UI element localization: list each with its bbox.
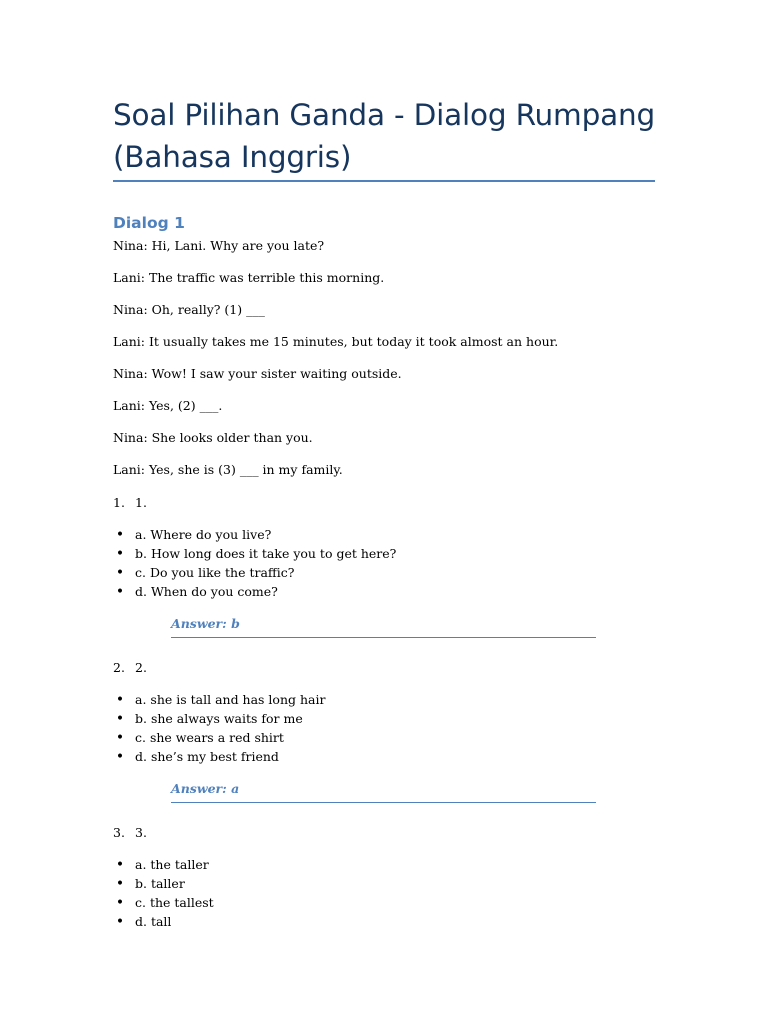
bullet-icon: •: [115, 527, 125, 543]
question-1-number: [113, 494, 147, 512]
bullet-icon: •: [115, 730, 125, 746]
option-text: d. she’s my best friend: [135, 749, 279, 764]
option-text: c. Do you like the traffic?: [135, 565, 295, 580]
bullet-icon: •: [115, 895, 125, 911]
question-3-number: [113, 824, 147, 842]
bullet-icon: •: [115, 692, 125, 708]
dialog-line-8: Lani: Yes, she is (3) ___ in my family.: [113, 462, 343, 477]
bullet-icon: •: [115, 711, 125, 727]
bullet-icon: •: [115, 546, 125, 562]
question-2-answer: Answer: a: [171, 781, 240, 796]
option-text: c. she wears a red shirt: [135, 730, 284, 745]
question-1-answer: Answer: b: [171, 616, 240, 631]
bullet-icon: •: [115, 876, 125, 892]
question-3-list-marker: 3.: [113, 825, 125, 840]
dialog-line-7: Nina: She looks older than you.: [113, 430, 313, 445]
option-text: b. taller: [135, 876, 185, 891]
option-text: b. she always waits for me: [135, 711, 303, 726]
question-2-label: 2.: [135, 660, 147, 675]
option-text: a. the taller: [135, 857, 209, 872]
bullet-icon: •: [115, 749, 125, 765]
option-text: c. the tallest: [135, 895, 214, 910]
bullet-icon: •: [115, 857, 125, 873]
page-title: Soal Pilihan Ganda - Dialog Rumpang (Bahasa Inggris): [113, 98, 656, 174]
question-2-list-marker: 2.: [113, 660, 125, 675]
option-text: a. Where do you live?: [135, 527, 272, 542]
option-text: d. tall: [135, 914, 172, 929]
question-3-label: 3.: [135, 825, 147, 840]
dialog-line-5: Nina: Wow! I saw your sister waiting outside.: [113, 366, 402, 381]
section-heading: Dialog 1: [113, 214, 185, 232]
dialog-line-2: Lani: The traffic was terrible this morning.: [113, 270, 385, 285]
question-1-label: 1.: [135, 495, 147, 510]
dialog-line-1: Nina: Hi, Lani. Why are you late?: [113, 238, 325, 253]
bullet-icon: •: [115, 565, 125, 581]
dialog-line-6: Lani: Yes, (2) ___.: [113, 398, 223, 413]
answer-underline: [171, 637, 596, 638]
dialog-line-3: Nina: Oh, really? (1) ___: [113, 302, 265, 317]
title-underline: [113, 180, 655, 182]
option-text: b. How long does it take you to get here?: [135, 546, 397, 561]
question-1-list-marker: 1.: [113, 495, 125, 510]
bullet-icon: •: [115, 914, 125, 930]
option-text: a. she is tall and has long hair: [135, 692, 326, 707]
answer-underline: [171, 802, 596, 803]
dialog-line-4: Lani: It usually takes me 15 minutes, but today it took almost an hour.: [113, 334, 559, 349]
question-2-number: [113, 659, 147, 677]
option-text: d. When do you come?: [135, 584, 278, 599]
bullet-icon: •: [115, 584, 125, 600]
